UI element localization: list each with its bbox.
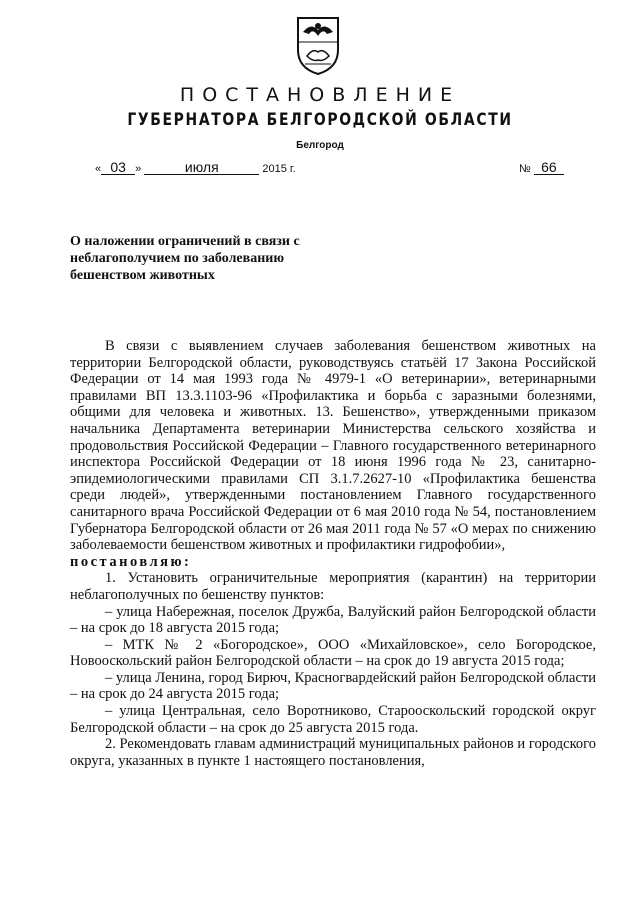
date-month: июля bbox=[144, 161, 259, 175]
document-number bbox=[519, 161, 564, 175]
preamble-paragraph: В связи с выявлением случаев заболевания бешенством животных на территории Белгородской области, руководствуясь статьёй 17 Закона Российской Федерации от 14 мая 1993 года № 4979-1 «О ветеринарии», ветеринарными правилами ВП 13.3.1103-96 «Профилактика и борьба с заразными болезнями, общими для человека и животных. 13. Бешенство», утвержденными приказом начальника Департамента ветеринарии Министерства сельского хозяйства и продовольствия Российской Федерации – Главного государственного ветеринарного инспектора Российской Федерации от 18 июня 1996 года № 23, санитарно-эпидемиологическими правилами СП 3.1.7.2627-10 «Профилактика бешенства среди людей», утвержденными постановлением Главного государственного санитарного врача Российской Федерации от 6 мая 2010 года № 54, постановлением Губернатора Белгородской области от 26 мая 2011 года № 57 «О мерах по снижению заболеваемости бешенством животных и профилактики гидрофобии», bbox=[70, 338, 596, 554]
number-label: № bbox=[519, 163, 531, 175]
clause-1-item-a: – улица Набережная, поселок Дружба, Валуйский район Белгородской области – на срок до 18 августа 2015 года; bbox=[70, 603, 596, 637]
clause-1: 1. Установить ограничительные мероприятия (карантин) на территории неблагополучных по бешенству пунктов: bbox=[70, 570, 596, 603]
clause-1-item-d: – улица Центральная, село Воротниково, Старооскольский городской округ Белгородской области – на срок до 25 августа 2015 года. bbox=[70, 703, 596, 736]
document-city: Белгород bbox=[296, 140, 344, 151]
date-open-quote: « bbox=[95, 163, 102, 175]
decree-word: постановляю: bbox=[70, 553, 192, 570]
date-year: 2015 г. bbox=[262, 163, 296, 175]
coat-of-arms-emblem bbox=[293, 12, 343, 76]
date-close-quote: » bbox=[135, 163, 142, 175]
document-subject: О наложении ограничений в связи с неблагополучием по заболеванию бешенством животных bbox=[70, 234, 300, 283]
clause-1-item-b: – МТК № 2 «Богородское», ООО «Михайловское», село Богородское, Новооскольский район Белгородской области – на срок до 19 августа 2015 года; bbox=[70, 636, 596, 670]
number-value: 66 bbox=[534, 161, 564, 175]
clause-2: 2. Рекомендовать главам администраций муниципальных районов и городского округа, указанных в пункте 1 настоящего постановления, bbox=[70, 736, 596, 769]
document-body bbox=[70, 338, 596, 769]
date-day: 03 bbox=[101, 161, 135, 175]
document-date bbox=[95, 161, 296, 175]
document-title: ПОСТАНОВЛЕНИЕ bbox=[179, 84, 461, 106]
document-issuer: ГУБЕРНАТОРА БЕЛГОРОДСКОЙ ОБЛАСТИ bbox=[127, 110, 513, 130]
clause-1-item-c: – улица Ленина, город Бирюч, Красногвардейский район Белгородской области – на срок до 24 августа 2015 года; bbox=[70, 669, 596, 703]
